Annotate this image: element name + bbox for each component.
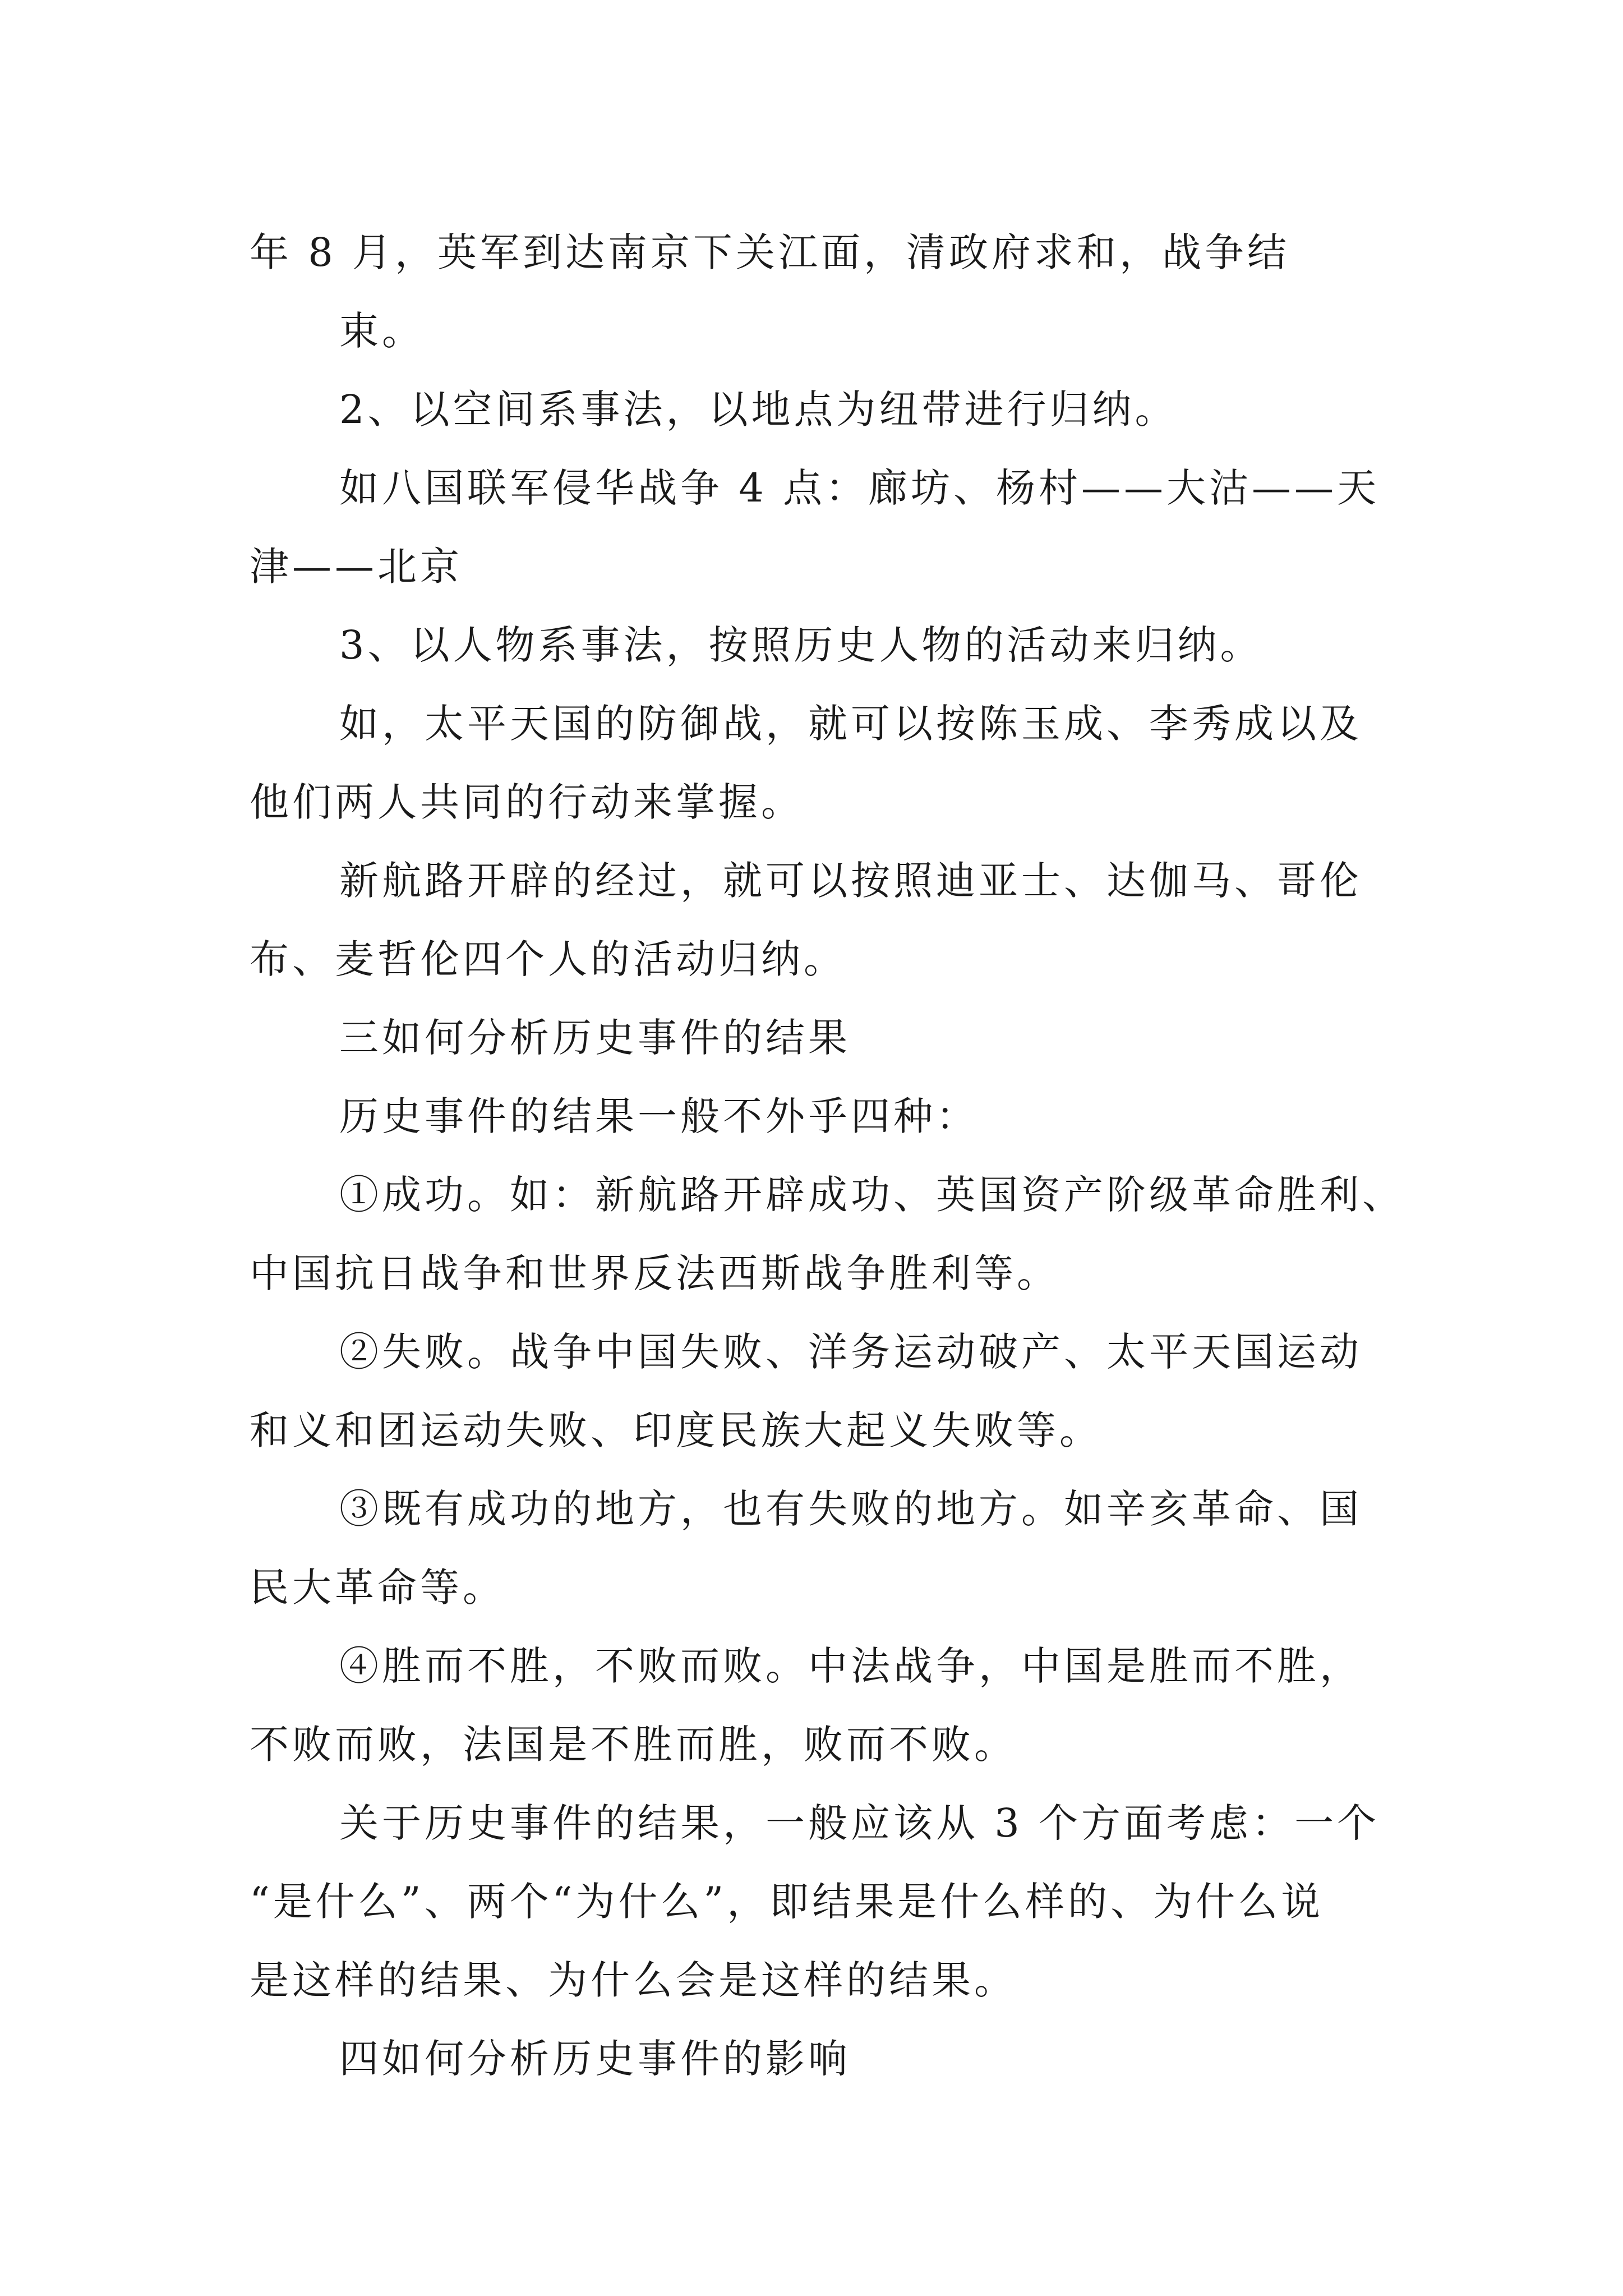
text-line: “是什么”、两个“为什么”，即结果是什么样的、为什么说 [250,1879,1324,1925]
text-line: 历史事件的结果一般不外乎四种： [339,1093,979,1139]
text-line: 新航路开辟的经过，就可以按照迪亚士、达伽马、哥伦 [339,858,1362,904]
text-line: 关于历史事件的结果，一般应该从 3 个方面考虑：一个 [339,1800,1380,1846]
text-line: 和义和团运动失败、印度民族大起义失败等。 [250,1407,1102,1453]
list-item: ①成功。如：新航路开辟成功、英国资产阶级革命胜利、 [339,1172,1405,1218]
section-heading: 四如何分析历史事件的影响 [339,2036,851,2082]
section-heading: 三如何分析历史事件的结果 [339,1015,851,1061]
text-line: 如，太平天国的防御战，就可以按陈玉成、李秀成以及 [339,701,1362,747]
document-body [250,213,1405,2098]
text-line: 是这样的结果、为什么会是这样的结果。 [250,1957,1017,2003]
text-line: 3、以人物系事法，按照历史人物的活动来归纳。 [339,622,1263,668]
text-line: 他们两人共同的行动来掌握。 [250,779,804,825]
text-line: 年 8 月，英军到达南京下关江面，清政府求和，战争结 [250,229,1290,275]
text-line: 布、麦哲伦四个人的活动归纳。 [250,936,846,982]
text-line: 中国抗日战争和世界反法西斯战争胜利等。 [250,1250,1059,1296]
text-line: 津——北京 [250,544,463,590]
text-line: 束。 [339,308,425,354]
text-line: 不败而败，法国是不胜而胜，败而不败。 [250,1722,1017,1768]
list-item: ③既有成功的地方，也有失败的地方。如辛亥革命、国 [339,1486,1362,1532]
text-line: 2、以空间系事法，以地点为纽带进行归纳。 [339,386,1178,432]
text-line: 民大革命等。 [250,1565,505,1611]
text-line: 如八国联军侵华战争 4 点：廊坊、杨村——大沽——天 [339,465,1380,511]
list-item: ④胜而不胜，不败而败。中法战争，中国是胜而不胜， [339,1643,1362,1689]
list-item: ②失败。战争中国失败、洋务运动破产、太平天国运动 [339,1329,1362,1375]
